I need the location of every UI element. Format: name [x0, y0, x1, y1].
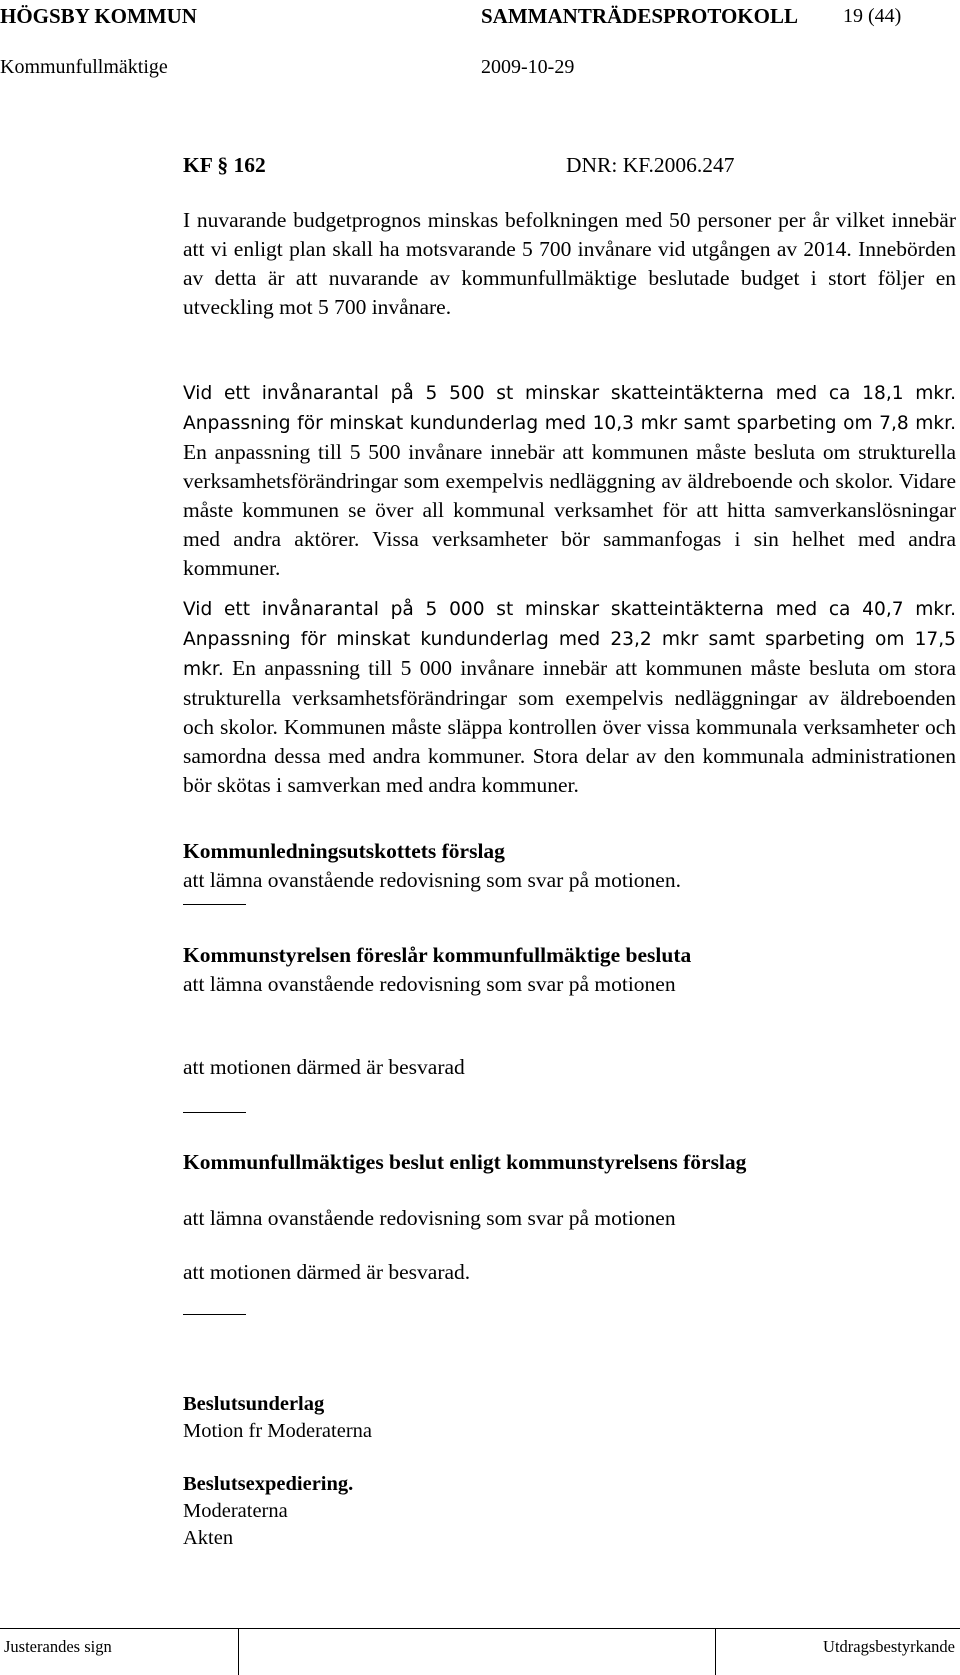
- distribution-item: Moderaterna: [183, 1500, 288, 1522]
- footer-certification-box: [715, 1628, 960, 1675]
- paragraph-prognosis: [183, 206, 956, 322]
- paragraph-5500: [183, 378, 956, 583]
- section-decision-basis: [183, 1391, 956, 1445]
- paragraph-serif-part: En anpassning till 5 500 invånare innebär att kommunen måste besluta om strukturella verksamhetsförändringar som exempelvis nedläggning av äldreboende och skolor. Vidare måste kommunen se över all kommunal verksamhet för att hitta samverkanslösningar med andra aktörer. Vissa verksamheter bör sammanfogas i sin helhet med andra kommuner.: [183, 440, 956, 580]
- section-text: att lämna ovanstående redovisning som svar på motionen.: [183, 868, 681, 892]
- case-dnr: DNR: KF.2006.247: [566, 153, 735, 177]
- section-text: att lämna ovanstående redovisning som svar på motionen: [183, 1206, 676, 1230]
- paragraph-text: I nuvarande budgetprognos minskas befolkningen med 50 personer per år vilket innebär att vi enligt plan skall ha motsvarande 5 700 invånare vid utgången av 2014. Innebörden av detta är att nuvarande av kommunfullmäktige beslutade budget i stort följer en utveckling mot 5 700 invånare.: [183, 208, 956, 319]
- footer-middle-box: [238, 1628, 716, 1675]
- section-heading: Kommunfullmäktiges beslut enligt kommunstyrelsens förslag: [183, 1150, 747, 1174]
- paragraph-text: [183, 378, 956, 583]
- meeting-date: 2009-10-29: [481, 56, 575, 78]
- section-text: Motion fr Moderaterna: [183, 1420, 372, 1442]
- section-heading: Kommunledningsutskottets förslag: [183, 839, 505, 863]
- section-ks-proposal-2: [183, 1053, 956, 1082]
- section-text: att motionen därmed är besvarad.: [183, 1260, 471, 1284]
- paragraph-serif-part: En anpassning till 5 000 invånare innebär att kommunen måste besluta om stora strukturella verksamhetsförändringar som exempelvis nedläggningar av äldreboenden och skolor. Kommunen måste släppa kontrollen över vissa kommunala verksamheter och samordna dessa med andra kommuner. Stora delar av den kommunala administrationen bör skötas i samverkan med andra kommuner.: [183, 656, 956, 797]
- section-heading: Beslutsunderlag: [183, 1393, 325, 1415]
- section-ks-proposal: [183, 941, 956, 999]
- paragraph-sans-part: Vid ett invånarantal på 5 500 st minskar skatteintäkterna med ca 18,1 mkr. Anpassning för minskat kundunderlag med 10,3 mkr samt sparbeting om 7,8 mkr.: [183, 383, 956, 434]
- section-distribution: [183, 1471, 956, 1552]
- paragraph-text: [183, 594, 956, 800]
- footer-certification-label: Utdragsbestyrkande: [823, 1637, 955, 1656]
- case-number: KF § 162: [183, 153, 266, 177]
- page-number: 19 (44): [843, 5, 902, 27]
- section-heading: Kommunstyrelsen föreslår kommunfullmäktige besluta: [183, 943, 692, 967]
- document-type: SAMMANTRÄDESPROTOKOLL: [481, 4, 798, 28]
- section-kf-decision: [183, 1148, 956, 1177]
- paragraph-sans-part: Vid ett invånarantal på 5 000 st minskar skatteintäkterna med ca 40,7 mkr. Anpassning för minskat kundunderlag med 23,2 mkr samt sparbeting om 17,5 mkr.: [183, 599, 956, 680]
- section-heading: Beslutsexpediering.: [183, 1473, 354, 1495]
- paragraph-5000: [183, 594, 956, 800]
- section-text: att lämna ovanstående redovisning som svar på motionen: [183, 972, 676, 996]
- municipality-name: HÖGSBY KOMMUN: [0, 4, 197, 28]
- section-kf-decision-text-2: [183, 1258, 956, 1287]
- section-ku-proposal: [183, 837, 956, 895]
- meeting-body: Kommunfullmäktige: [0, 56, 168, 78]
- section-divider: [183, 904, 246, 905]
- footer-signature-label: Justerandes sign: [4, 1637, 112, 1656]
- section-divider: [183, 1314, 246, 1315]
- distribution-item: Akten: [183, 1527, 234, 1549]
- section-kf-decision-text: [183, 1204, 956, 1233]
- section-text: att motionen därmed är besvarad: [183, 1055, 465, 1079]
- footer-signature-box: [0, 1628, 238, 1675]
- section-divider: [183, 1112, 246, 1113]
